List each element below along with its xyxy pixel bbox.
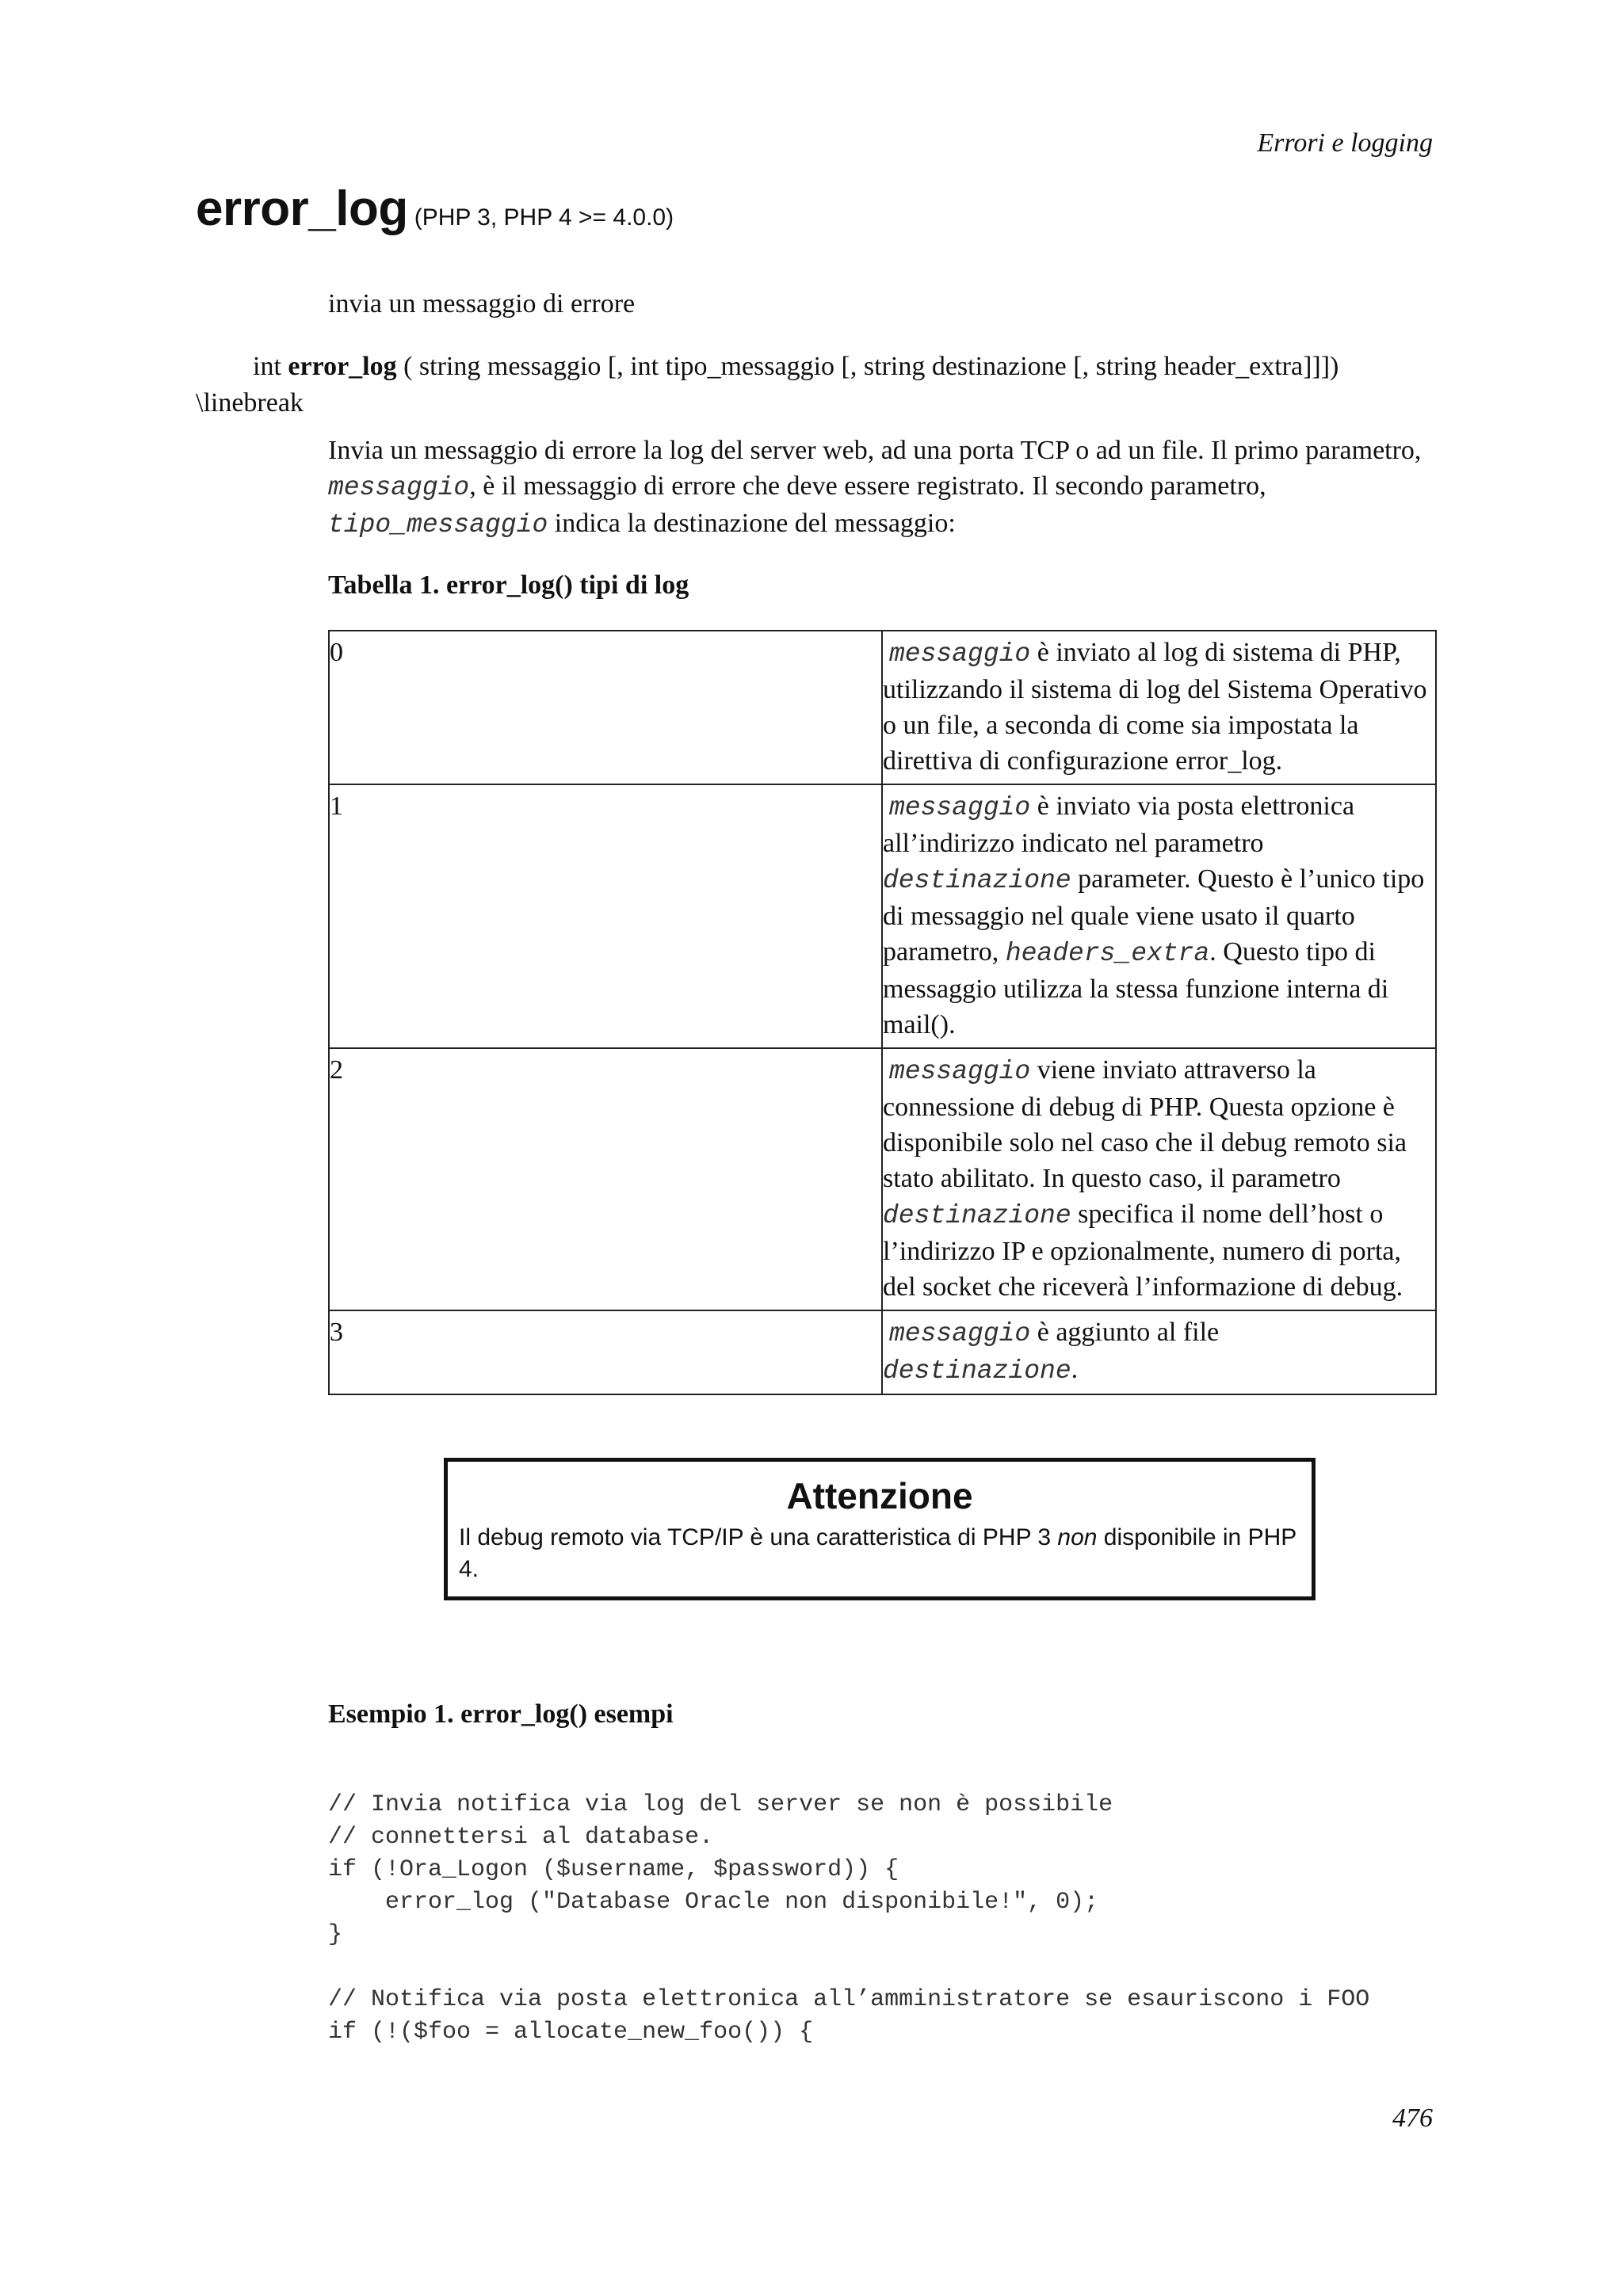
param-messaggio: messaggio: [889, 1319, 1031, 1348]
table-row: [329, 1310, 1436, 1394]
param-destinazione: destinazione: [883, 866, 1071, 895]
table-row: [329, 784, 1436, 1048]
warning-text-before: Il debug remoto via TCP/IP è una caratteristica di PHP 3: [459, 1524, 1058, 1550]
warning-emphasis: non: [1057, 1524, 1098, 1550]
param-destinazione: destinazione: [883, 1201, 1071, 1230]
table-caption: Tabella 1. error_log() tipi di log: [328, 570, 689, 600]
cell-text: viene inviato attraverso la connessione di debug di PHP. Questa opzione è disponibile solo nel caso che il debug remoto sia stato abilitato. In questo caso, il parametro: [883, 1055, 1407, 1193]
param-headers-extra: headers_extra: [1005, 939, 1210, 968]
function-name: error_log: [196, 181, 408, 236]
table-cell-description: [882, 631, 1436, 784]
log-types-table: [328, 630, 1437, 1395]
param-destinazione: destinazione: [883, 1356, 1071, 1386]
running-header: Errori e logging: [1257, 128, 1433, 158]
cell-text: .: [1071, 1355, 1079, 1384]
function-description: [328, 433, 1438, 543]
cell-text: è aggiunto al file: [1030, 1318, 1220, 1347]
table-cell-code: 0: [329, 631, 882, 784]
table-row: [329, 1048, 1436, 1310]
cell-text: . Questo tipo di messaggio utilizza la stessa funzione interna di mail().: [883, 937, 1389, 1039]
synopsis-return-type: int: [253, 352, 288, 381]
param-messaggio: messaggio: [328, 473, 470, 502]
example-caption: Esempio 1. error_log() esempi: [328, 1699, 674, 1729]
param-messaggio: messaggio: [889, 1057, 1031, 1086]
code-example: // Invia notifica via log del server se non è possibile // connettersi al database. if (!Ora_Logon ($username, $password)) { error_log ("Database Oracle non disponibile!", 0); } // Notifica via posta elettronica all’amministratore se esauriscono i FOO if (!($foo = allocate_new_foo()) {: [328, 1791, 1370, 2046]
description-text-3: indica la destinazione del messaggio:: [548, 509, 956, 538]
param-tipo-messaggio: tipo_messaggio: [328, 510, 548, 540]
description-text-2: , è il messaggio di errore che deve essere registrato. Il secondo parametro,: [469, 471, 1266, 501]
warning-box: [444, 1458, 1316, 1600]
cell-text: parameter. Questo è l’unico tipo di messaggio nel quale viene usato il quarto parametro,: [883, 864, 1425, 967]
param-messaggio: messaggio: [889, 793, 1031, 822]
warning-text: [459, 1522, 1299, 1585]
cell-text: è inviato via posta elettronica all’indirizzo indicato nel parametro: [883, 791, 1355, 858]
page-number: 476: [1392, 2103, 1433, 2133]
function-version: (PHP 3, PHP 4 >= 4.0.0): [414, 204, 674, 231]
cell-text: è inviato al log di sistema di PHP, utilizzando il sistema di log del Sistema Operativo o un file, a seconda di come sia impostata la direttiva di configurazione error_log.: [883, 638, 1427, 776]
table-cell-description: [882, 784, 1436, 1048]
function-synopsis: [196, 349, 1432, 421]
table-cell-description: [882, 1310, 1436, 1394]
table-cell-code: 2: [329, 1048, 882, 1310]
function-purpose: invia un messaggio di errore: [328, 289, 636, 318]
synopsis-signature: ( string messaggio [, int tipo_messaggio [, string destinazione [, string header_extra]]]) \linebreak: [196, 352, 1339, 418]
cell-text: specifica il nome dell’host o l’indirizzo IP e opzionalmente, numero di porta, del socket che riceverà l’informazione di debug.: [883, 1199, 1403, 1302]
warning-text-after: disponibile in PHP 4.: [459, 1524, 1296, 1582]
table-cell-description: [882, 1048, 1436, 1310]
warning-title: Attenzione: [786, 1475, 973, 1516]
description-text-1: Invia un messaggio di errore la log del server web, ad una porta TCP o ad un file. Il primo parametro,: [328, 436, 1422, 465]
synopsis-function-name: error_log: [288, 352, 397, 381]
param-messaggio: messaggio: [889, 639, 1031, 669]
table-cell-code: 3: [329, 1310, 882, 1394]
function-title: [196, 181, 674, 237]
table-row: [329, 631, 1436, 784]
table-cell-code: 1: [329, 784, 882, 1048]
